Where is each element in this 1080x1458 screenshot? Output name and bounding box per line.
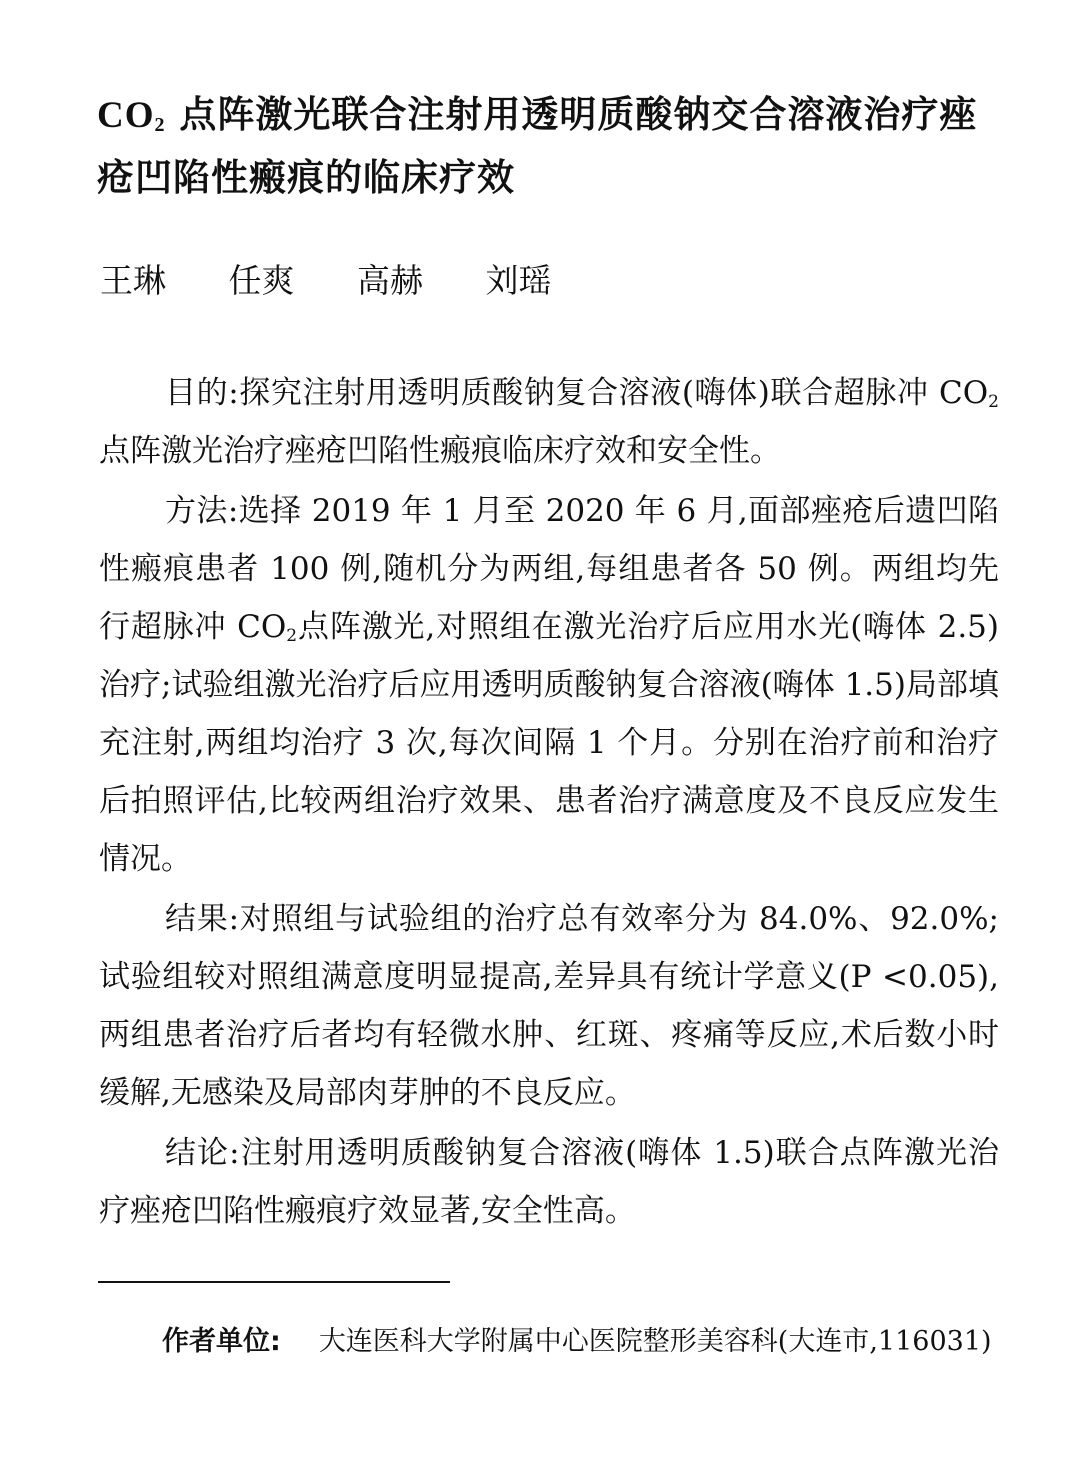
author-name: 高赫 bbox=[357, 261, 423, 300]
footnote-text: 大连医科大学附属中心医院整形美容科(大连市,116031) bbox=[318, 1326, 992, 1357]
author-name: 任爽 bbox=[228, 261, 295, 300]
abstract-results: 结果:对照组与试验组的治疗总有效率分为 84.0%、92.0%;试验组较对照组满意度明显提高,差异具有统计学意义(P <0.05),两组患者治疗后者均有轻微水肿、红斑、疼痛等反应,术后数小时缓解,无感染及局部肉芽肿的不良反应。 bbox=[99, 901, 999, 1111]
footnote-label: 作者单位: bbox=[162, 1326, 281, 1357]
article-title bbox=[97, 84, 1007, 209]
author-affiliation-footnote bbox=[98, 1320, 998, 1364]
abstract bbox=[99, 364, 999, 1242]
title-co2 bbox=[97, 95, 166, 136]
methods-text-end: 点阵激光,对照组在激光治疗后应用水光(嗨体 2.5)治疗;试验组激光治疗后应用透明质酸钠复合溶液(嗨体 1.5)局部填充注射,两组均治疗 3 次,每次间隔 1 个月。分别在治疗前和治疗后拍照评估,比较两组治疗效果、患者治疗满意度及不良反应发生情况。 bbox=[99, 609, 999, 877]
methods-co2-subscript: 2 bbox=[286, 626, 298, 646]
objective-text-start: 目的:探究注射用透明质酸钠复合溶液(嗨体)联合超脉冲 CO bbox=[165, 375, 989, 411]
author-name: 刘瑶 bbox=[485, 261, 552, 300]
title-co2-subscript: 2 bbox=[154, 114, 166, 136]
abstract-methods bbox=[99, 482, 999, 888]
abstract-conclusion: 结论:注射用透明质酸钠复合溶液(嗨体 1.5)联合点阵激光治疗痤疮凹陷性瘢痕疗效显著,安全性高。 bbox=[99, 1135, 999, 1229]
author-list bbox=[100, 256, 604, 306]
footnote-divider bbox=[98, 1281, 450, 1283]
title-co2-main: CO bbox=[97, 95, 155, 136]
methods-text-start: 方法:选择 2019 年 1 月至 2020 年 6 月,面部痤疮后遗凹陷性瘢痕患者 100 例,随机分为两组,每组患者各 50 例。两组均先行超脉冲 CO bbox=[99, 493, 999, 645]
objective-co2-subscript: 2 bbox=[988, 392, 999, 412]
abstract-objective bbox=[99, 364, 999, 480]
author-name: 王琳 bbox=[100, 261, 166, 300]
title-text: 点阵激光联合注射用透明质酸钠交合溶液治疗痤疮凹陷性瘢痕的临床疗效 bbox=[97, 93, 978, 199]
objective-text-end: 点阵激光治疗痤疮凹陷性瘢痕临床疗效和安全性。 bbox=[99, 433, 781, 469]
